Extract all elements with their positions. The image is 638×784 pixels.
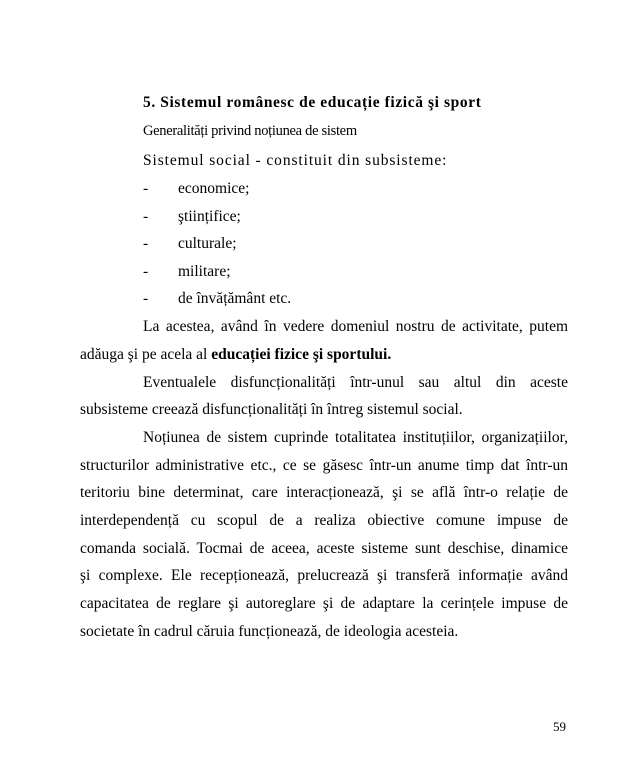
paragraph-line: structurilor administrative etc., ce se găsesc într-un anume timp dat într-un <box>80 457 568 474</box>
list-item: militare; <box>178 263 231 280</box>
paragraph-line: teritoriu bine determinat, care interacționează, şi se află într-o relație de <box>80 484 568 501</box>
list-dash: - <box>143 180 149 197</box>
paragraph-line: societate în cadrul căruia funcționează, de ideologia acesteia. <box>80 623 459 640</box>
paragraph-line: subsisteme creează disfuncționalități în întreg sistemul social. <box>80 401 463 418</box>
list-item: de învățământ etc. <box>178 290 292 307</box>
paragraph-line: capacitatea de reglare şi autoreglare şi de adaptare la cerințele impuse de <box>80 595 568 612</box>
paragraph-line <box>80 346 391 364</box>
paragraph-line: La acestea, având în vedere domeniul nostru de activitate, putem <box>143 318 568 335</box>
list-dash: - <box>143 208 149 225</box>
paragraph-line: interdependență cu scopul de a realiza obiective comune impuse de <box>80 512 568 529</box>
list-dash: - <box>143 235 149 252</box>
paragraph-line: Eventualele disfuncționalități într-unul sau altul din aceste <box>143 374 568 391</box>
paragraph-line: Noțiunea de sistem cuprinde totalitatea instituțiilor, organizațiilor, <box>143 429 568 446</box>
section-heading: 5. Sistemul românesc de educație fizică şi sport <box>143 94 482 111</box>
paragraph-text: adăuga şi pe acela al <box>80 346 212 363</box>
page-number: 59 <box>553 719 566 734</box>
emphasis-text: educației fizice şi sportului. <box>211 346 392 363</box>
list-item: economice; <box>178 180 250 197</box>
list-item: ştiințifice; <box>178 208 241 225</box>
subheading: Generalități privind noțiunea de sistem <box>143 123 357 139</box>
list-item: culturale; <box>178 235 237 252</box>
intro-line: Sistemul social - constituit din subsisteme: <box>143 152 448 169</box>
list-dash: - <box>143 263 149 280</box>
paragraph-line: şi complexe. Ele recepționează, prelucrează şi transferă informație având <box>80 567 568 584</box>
list-dash: - <box>143 290 149 307</box>
paragraph-line: comanda socială. Tocmai de aceea, aceste sisteme sunt deschise, dinamice <box>80 540 568 557</box>
